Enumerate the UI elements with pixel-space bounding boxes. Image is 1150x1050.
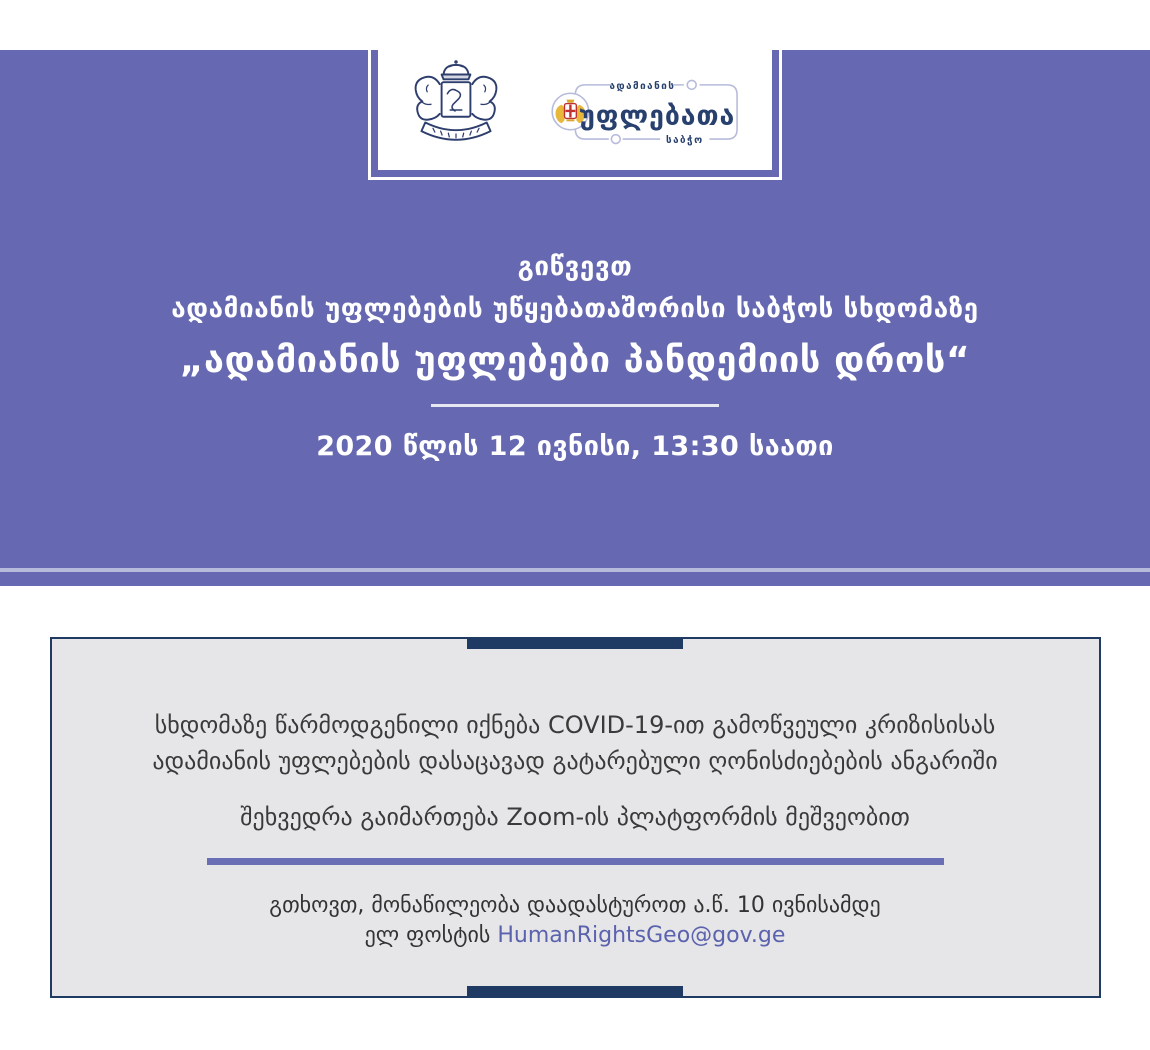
event-title: „ადამიანის უფლებები პანდემიის დროს“ [179,340,971,381]
invite-line-2: ადამიანის უფლებების უწყებათაშორისი საბჭოს სხდომაზე [171,294,979,324]
logo-box [378,50,772,170]
purple-strip [0,572,1150,586]
georgia-coat-of-arms-icon [408,59,504,163]
details-card [50,637,1101,998]
hero-banner [0,50,1150,568]
top-accent-bar [467,637,683,649]
badge-bottom-label: საბჭო [665,134,704,146]
bottom-accent-bar [467,986,683,998]
purple-divider [207,858,944,865]
human-rights-council-logo [528,75,743,146]
title-divider [431,404,719,407]
report-line-2: ადამიანის უფლებების დასაცავად გატარებული ღონისძიებების ანგარიში [152,747,998,775]
rsvp-line: გთხოვთ, მონაწილეობა დაადასტუროთ ა.წ. 10 ივნისამდე [269,893,881,918]
email-prefix: ელ ფოსტის [364,923,498,948]
event-datetime: 2020 წლის 12 ივნისი, 13:30 საათი [316,431,834,462]
invitation-page [0,50,1150,998]
report-paragraph [52,707,1099,779]
badge-top-label: ადამიანის [608,80,675,92]
platform-line: შეხვედრა გაიმართება Zoom-ის პლატფორმის მეშვეობით [240,803,910,831]
badge-main-label: უფლებათა [578,99,735,131]
report-line-1: სხდომაზე წარმოდგენილი იქნება COVID-19-ით გამოწვეული კრიზისისას [154,711,996,739]
invite-line-1: გიწვევთ [517,252,633,282]
email-link[interactable]: HumanRightsGeo@gov.ge [497,923,786,948]
rsvp-paragraph [52,891,1099,951]
